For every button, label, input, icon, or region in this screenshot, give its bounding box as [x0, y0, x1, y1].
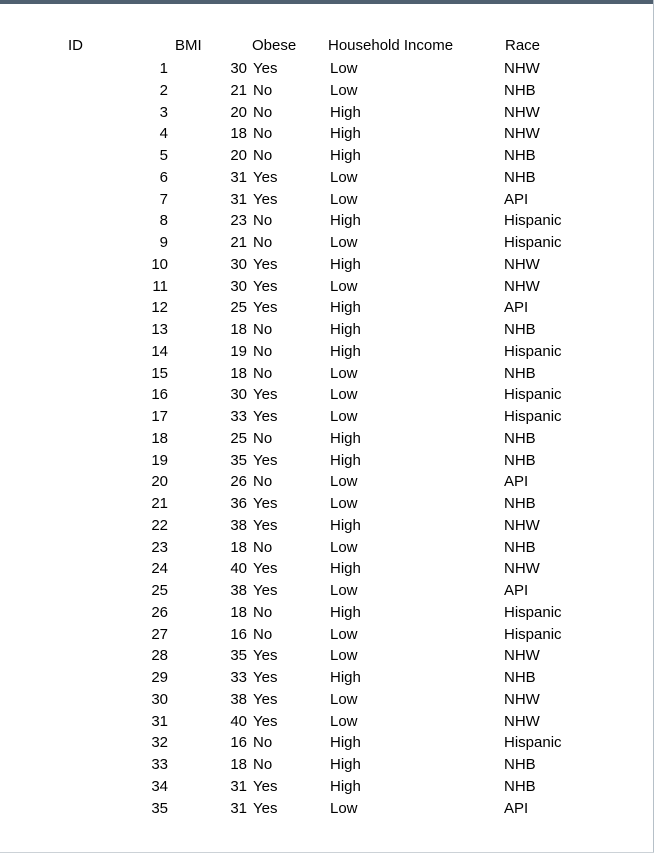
cell-bmi: 21 — [230, 81, 247, 99]
cell-income: High — [330, 669, 361, 686]
table-row — [0, 537, 654, 559]
cell-id: 31 — [151, 712, 168, 730]
cell-bmi: 25 — [230, 429, 247, 447]
column-header-id: ID — [68, 37, 83, 54]
table-row — [0, 58, 654, 80]
cell-income: Low — [330, 799, 358, 817]
cell-income: Low — [330, 364, 358, 382]
cell-income: Low — [330, 60, 358, 77]
cell-bmi: 21 — [230, 234, 247, 251]
cell-bmi: 20 — [230, 103, 247, 121]
cell-obese: No — [253, 342, 273, 360]
cell-race: NHW — [504, 712, 540, 730]
table-row — [0, 406, 654, 428]
cell-id: 21 — [151, 495, 168, 512]
cell-obese: No — [253, 473, 273, 491]
cell-obese: Yes — [253, 582, 278, 599]
table-row — [0, 297, 654, 319]
cell-obese: Yes — [253, 495, 278, 512]
cell-race: API — [504, 473, 529, 491]
cell-obese: No — [253, 625, 273, 643]
cell-bmi: 30 — [230, 386, 247, 404]
table-row — [0, 232, 654, 254]
cell-race: NHB — [504, 147, 536, 164]
cell-race: NHB — [504, 429, 536, 447]
cell-race: Hispanic — [504, 734, 562, 752]
cell-obese: Yes — [253, 190, 278, 208]
table-row — [0, 428, 654, 450]
cell-obese: No — [253, 603, 273, 621]
cell-bmi: 18 — [230, 321, 247, 338]
cell-id: 35 — [151, 799, 168, 817]
cell-race: API — [504, 799, 529, 817]
cell-id: 32 — [151, 734, 168, 752]
cell-id: 11 — [152, 277, 168, 295]
cell-race: NHW — [504, 255, 540, 273]
table-row — [0, 80, 654, 102]
cell-obese: Yes — [253, 516, 278, 534]
cell-obese: Yes — [253, 255, 278, 273]
cell-income: Low — [330, 234, 358, 251]
cell-race: NHB — [504, 538, 536, 556]
cell-obese: Yes — [253, 408, 278, 425]
cell-income: High — [330, 321, 361, 338]
cell-id: 19 — [151, 451, 168, 469]
cell-income: High — [330, 125, 361, 143]
cell-obese: Yes — [253, 451, 278, 469]
cell-id: 10 — [151, 255, 168, 273]
cell-bmi: 40 — [230, 560, 247, 578]
cell-id: 3 — [159, 103, 168, 121]
table-row — [0, 471, 654, 493]
table-row — [0, 776, 654, 798]
cell-obese: Yes — [253, 799, 278, 817]
cell-race: NHB — [504, 321, 536, 338]
cell-race: Hispanic — [504, 212, 562, 230]
column-header-race: Race — [505, 37, 541, 54]
cell-id: 24 — [151, 560, 168, 578]
cell-income: High — [330, 777, 361, 795]
cell-race: NHW — [504, 60, 540, 77]
cell-bmi: 31 — [230, 799, 247, 817]
column-header-household-income: Household Income — [328, 37, 454, 54]
cell-race: NHB — [504, 81, 536, 99]
cell-income: Low — [330, 495, 358, 512]
cell-id: 14 — [151, 342, 168, 360]
cell-id: 30 — [151, 690, 168, 708]
table-row — [0, 645, 654, 667]
cell-bmi: 31 — [230, 777, 247, 795]
cell-income: Low — [330, 277, 358, 295]
cell-race: NHW — [504, 690, 540, 708]
cell-bmi: 19 — [230, 342, 247, 360]
cell-id: 22 — [151, 516, 168, 534]
cell-obese: Yes — [253, 647, 278, 665]
cell-bmi: 30 — [230, 255, 247, 273]
cell-income: Low — [330, 386, 358, 404]
table-row — [0, 558, 654, 580]
cell-income: Low — [330, 168, 358, 186]
cell-income: Low — [330, 408, 358, 425]
cell-bmi: 36 — [230, 495, 247, 512]
cell-obese: Yes — [253, 386, 278, 404]
cell-race: NHW — [504, 560, 540, 578]
cell-income: Low — [330, 647, 358, 665]
cell-race: NHB — [504, 756, 536, 773]
cell-bmi: 26 — [230, 473, 247, 491]
cell-obese: No — [253, 125, 273, 143]
cell-id: 15 — [151, 364, 168, 382]
cell-bmi: 30 — [230, 60, 247, 77]
cell-bmi: 31 — [230, 190, 247, 208]
cell-id: 7 — [159, 190, 168, 208]
cell-race: API — [504, 582, 529, 599]
cell-race: Hispanic — [504, 408, 562, 425]
cell-income: Low — [330, 690, 358, 708]
cell-race: NHB — [504, 669, 536, 686]
cell-race: NHB — [504, 777, 536, 795]
cell-bmi: 23 — [230, 212, 247, 230]
cell-id: 4 — [159, 125, 168, 143]
table-row — [0, 319, 654, 341]
cell-bmi: 18 — [230, 756, 247, 773]
cell-id: 20 — [151, 473, 168, 491]
cell-obese: No — [253, 321, 273, 338]
table-row — [0, 667, 654, 689]
cell-race: Hispanic — [504, 386, 562, 404]
table-row — [0, 798, 654, 820]
table-header-row — [0, 37, 654, 54]
cell-bmi: 18 — [230, 364, 247, 382]
cell-obese: No — [253, 429, 273, 447]
cell-obese: Yes — [253, 60, 278, 77]
cell-obese: No — [253, 734, 273, 752]
cell-obese: No — [253, 81, 273, 99]
cell-race: API — [504, 299, 529, 317]
cell-obese: No — [253, 212, 273, 230]
cell-obese: No — [253, 364, 273, 382]
cell-income: High — [330, 212, 361, 230]
table-row — [0, 123, 654, 145]
cell-race: NHB — [504, 451, 536, 469]
cell-bmi: 35 — [230, 451, 247, 469]
cell-race: NHW — [504, 647, 540, 665]
table-row — [0, 341, 654, 363]
table-row — [0, 689, 654, 711]
cell-bmi: 31 — [230, 168, 247, 186]
cell-obese: Yes — [253, 712, 278, 730]
cell-race: NHW — [504, 103, 540, 121]
window-top-border — [0, 0, 654, 4]
cell-race: NHB — [504, 364, 536, 382]
cell-income: High — [330, 342, 361, 360]
table-row — [0, 210, 654, 232]
cell-obese: No — [253, 538, 273, 556]
cell-income: Low — [330, 81, 358, 99]
cell-id: 23 — [151, 538, 168, 556]
table-row — [0, 711, 654, 733]
cell-bmi: 40 — [230, 712, 247, 730]
table-row — [0, 493, 654, 515]
cell-bmi: 18 — [230, 603, 247, 621]
cell-income: High — [330, 299, 361, 317]
column-header-bmi: BMI — [175, 37, 202, 54]
cell-id: 25 — [151, 582, 168, 599]
cell-income: High — [330, 560, 361, 578]
table-row — [0, 145, 654, 167]
cell-income: High — [330, 147, 361, 164]
table-row — [0, 515, 654, 537]
cell-income: Low — [330, 473, 358, 491]
cell-obese: No — [253, 103, 273, 121]
table-row — [0, 602, 654, 624]
cell-race: Hispanic — [504, 603, 562, 621]
cell-id: 16 — [151, 386, 168, 404]
cell-income: High — [330, 734, 361, 752]
cell-id: 9 — [159, 234, 168, 251]
cell-race: NHW — [504, 277, 540, 295]
table-row — [0, 732, 654, 754]
cell-id: 1 — [159, 60, 168, 77]
cell-bmi: 20 — [230, 147, 247, 164]
cell-race: NHB — [504, 495, 536, 512]
cell-bmi: 18 — [230, 125, 247, 143]
cell-race: API — [504, 190, 529, 208]
table-body — [0, 58, 654, 819]
cell-bmi: 33 — [230, 669, 247, 686]
cell-income: High — [330, 451, 361, 469]
cell-race: NHW — [504, 125, 540, 143]
table-row — [0, 167, 654, 189]
cell-race: NHB — [504, 168, 536, 186]
cell-bmi: 18 — [230, 538, 247, 556]
cell-income: Low — [330, 538, 358, 556]
cell-bmi: 33 — [230, 408, 247, 425]
cell-bmi: 38 — [230, 582, 247, 599]
table-row — [0, 189, 654, 211]
cell-income: Low — [330, 625, 358, 643]
cell-id: 8 — [159, 212, 168, 230]
cell-id: 33 — [151, 756, 168, 773]
cell-id: 27 — [151, 625, 168, 643]
cell-id: 6 — [159, 168, 168, 186]
cell-id: 26 — [151, 603, 168, 621]
cell-income: High — [330, 603, 361, 621]
cell-bmi: 25 — [230, 299, 247, 317]
cell-id: 17 — [151, 408, 168, 425]
table-row — [0, 754, 654, 776]
cell-bmi: 38 — [230, 690, 247, 708]
table-row — [0, 276, 654, 298]
table-row — [0, 580, 654, 602]
cell-income: High — [330, 429, 361, 447]
table-row — [0, 450, 654, 472]
cell-income: High — [330, 255, 361, 273]
cell-race: Hispanic — [504, 234, 562, 251]
cell-obese: Yes — [253, 777, 278, 795]
cell-income: High — [330, 756, 361, 773]
cell-obese: Yes — [253, 690, 278, 708]
cell-bmi: 35 — [230, 647, 247, 665]
table-row — [0, 102, 654, 124]
cell-bmi: 38 — [230, 516, 247, 534]
cell-bmi: 30 — [230, 277, 247, 295]
cell-id: 34 — [151, 777, 168, 795]
cell-bmi: 16 — [230, 734, 247, 752]
cell-obese: No — [253, 756, 273, 773]
cell-obese: No — [253, 147, 273, 164]
table-row — [0, 384, 654, 406]
cell-income: Low — [330, 712, 358, 730]
cell-id: 5 — [159, 147, 168, 164]
cell-id: 18 — [151, 429, 168, 447]
cell-id: 13 — [151, 321, 168, 338]
cell-id: 12 — [151, 299, 168, 317]
cell-obese: Yes — [253, 669, 278, 686]
cell-income: High — [330, 516, 361, 534]
table-row — [0, 254, 654, 276]
cell-race: Hispanic — [504, 625, 562, 643]
cell-race: NHW — [504, 516, 540, 534]
cell-obese: Yes — [253, 168, 278, 186]
cell-race: Hispanic — [504, 342, 562, 360]
cell-obese: Yes — [253, 277, 278, 295]
cell-id: 2 — [159, 81, 168, 99]
cell-id: 29 — [151, 669, 168, 686]
cell-obese: No — [253, 234, 273, 251]
cell-obese: Yes — [253, 299, 278, 317]
cell-income: Low — [330, 582, 358, 599]
table-row — [0, 624, 654, 646]
cell-obese: Yes — [253, 560, 278, 578]
cell-bmi: 16 — [230, 625, 247, 643]
cell-income: Low — [330, 190, 358, 208]
column-header-obese: Obese — [252, 37, 297, 54]
cell-income: High — [330, 103, 361, 121]
cell-id: 28 — [151, 647, 168, 665]
table-row — [0, 363, 654, 385]
